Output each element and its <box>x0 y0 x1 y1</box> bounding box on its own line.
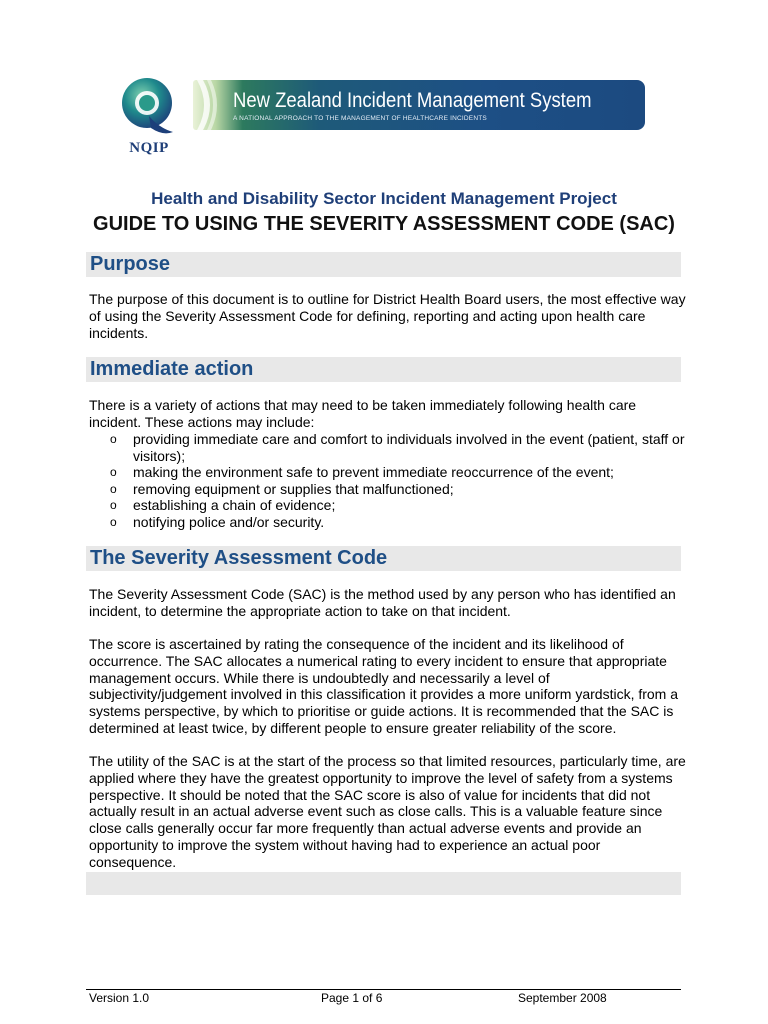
list-item-text: removing equipment or supplies that malfunctioned; <box>133 480 454 497</box>
nqip-logo-icon <box>119 76 177 138</box>
text-line: opportunity to improve the system without having had to experience an actual poor <box>89 836 601 853</box>
text-line: systems perspective, by which to prioritise or guide actions. It is recommended that the SAC is <box>89 703 674 720</box>
banner-swoosh-icon <box>193 80 233 130</box>
list-item-text: providing immediate care and comfort to individuals involved in the event (patient, staff or <box>133 431 685 447</box>
immediate-action-list <box>110 431 690 531</box>
text-line: The purpose of this document is to outline for District Health Board users, the most effective way <box>89 291 686 307</box>
document-title: GUIDE TO USING THE SEVERITY ASSESSMENT CODE (SAC) <box>93 213 675 235</box>
text-line: of using the Severity Assessment Code for defining, reporting and acting upon health care <box>89 307 646 324</box>
footer-version: Version 1.0 <box>89 991 150 1005</box>
text-line: perspective. It should be noted that the SAC score is also of value for incidents that did not <box>89 786 651 803</box>
text-line: The score is ascertained by rating the consequence of the incident and its likelihood of <box>89 636 624 652</box>
logo-text: NQIP <box>129 140 169 156</box>
list-item-text: notifying police and/or security. <box>133 513 325 530</box>
text-line: The Severity Assessment Code (SAC) is the method used by any person who has identified an <box>89 586 676 602</box>
list-item <box>110 431 690 464</box>
bullet-marker: o <box>110 432 117 446</box>
bullet-marker: o <box>110 498 117 513</box>
list-item <box>110 514 690 531</box>
list-item <box>110 497 690 514</box>
immediate-action-paragraph <box>89 397 689 431</box>
banner-title: New Zealand Incident Management System <box>233 89 592 112</box>
text-line: actually result in an actual adverse event such as close calls. This is a valuable feature since <box>89 803 663 820</box>
list-item-text: making the environment safe to prevent immediate reoccurrence of the event; <box>133 464 614 481</box>
text-line: applied where they have the greatest opportunity to improve the level of safety from a systems <box>89 769 673 786</box>
sac-paragraph-1 <box>89 586 689 620</box>
text-line: management occurs. While there is undoubtedly and necessarily a level of <box>89 669 550 686</box>
footer-page-number: Page 1 of 6 <box>321 991 383 1005</box>
footer-divider <box>86 989 681 990</box>
banner-subtitle: A NATIONAL APPROACH TO THE MANAGEMENT OF HEALTHCARE INCIDENTS <box>233 115 487 122</box>
text-line: incident. These actions may include: <box>89 413 315 430</box>
nzims-banner <box>193 80 645 130</box>
text-line: incidents. <box>89 324 149 341</box>
section-heading-immediate-action: Immediate action <box>86 357 681 382</box>
bullet-marker: o <box>110 514 117 529</box>
text-line: subjectivity/judgement involved in this classification it provides a more uniform yardstick, from a <box>89 686 679 703</box>
empty-heading-bar <box>86 872 681 895</box>
text-line: determined at least twice, by different people to ensure greater reliability of the score. <box>89 719 617 736</box>
bullet-marker: o <box>110 465 117 480</box>
text-line: incident, to determine the appropriate action to take on that incident. <box>89 602 511 619</box>
sac-paragraph-2 <box>89 636 689 737</box>
sac-paragraph-3 <box>89 753 689 871</box>
section-heading-purpose: Purpose <box>86 252 681 277</box>
purpose-paragraph <box>89 291 689 341</box>
bullet-marker: o <box>110 481 117 496</box>
list-item-text: visitors); <box>133 447 186 464</box>
section-heading-sac: The Severity Assessment Code <box>86 546 681 571</box>
footer-date: September 2008 <box>518 991 607 1005</box>
text-line: The utility of the SAC is at the start of the process so that limited resources, particularly time, are <box>89 753 686 769</box>
project-title: Health and Disability Sector Incident Management Project <box>151 189 617 208</box>
list-item <box>110 464 690 481</box>
list-item-text: establishing a chain of evidence; <box>133 497 336 514</box>
text-line: consequence. <box>89 853 177 870</box>
text-line: close calls generally occur far more frequently than actual adverse events and provide an <box>89 820 642 837</box>
text-line: occurrence. The SAC allocates a numerical rating to every incident to ensure that appropriate <box>89 652 667 669</box>
text-line: There is a variety of actions that may need to be taken immediately following health care <box>89 397 637 413</box>
list-item <box>110 481 690 498</box>
